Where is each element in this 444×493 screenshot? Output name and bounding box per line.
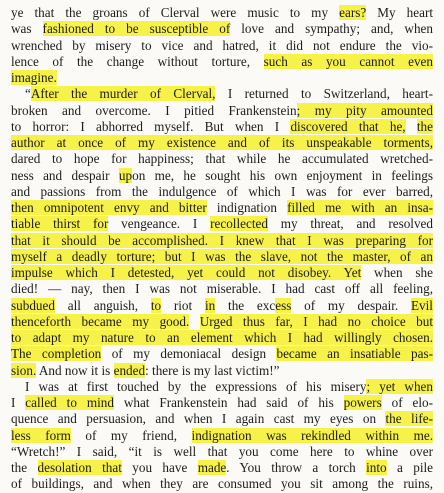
text-run: riot — [161, 297, 205, 313]
text-run: on me, he sought his own enjoyment in feelings — [132, 167, 433, 183]
highlighted-text: such as you cannot even — [263, 53, 433, 69]
highlighted-text: ended — [113, 362, 146, 378]
text-run: of my despair. — [291, 297, 411, 313]
text-run: ye that the groans of Clerval were music to my — [11, 5, 340, 20]
highlighted-text: called to mind — [25, 395, 114, 410]
highlighted-text: tiable thirst for — [11, 216, 109, 232]
text-run: ness and despair — [11, 167, 119, 183]
highlighted-text: up — [118, 167, 133, 183]
highlighted-text: in — [204, 297, 216, 313]
highlighted-text: recollected — [210, 216, 268, 232]
highlighted-text: ; yet when — [366, 378, 433, 394]
text-run: what Frankenstein had said of his — [113, 395, 344, 410]
text-run: wrenched by misery to vice and hatred, it did not endure the vio- — [11, 37, 433, 53]
highlighted-text: that it should be accomplished. I knew that I was preparing for — [11, 232, 433, 248]
text-run: you have — [121, 460, 198, 475]
text-run: was — [11, 21, 43, 37]
highlighted-text: ess — [275, 297, 292, 313]
text-run: I — [11, 395, 26, 410]
text-run: lence of the change without torture, — [11, 53, 264, 69]
highlighted-text: to — [150, 297, 162, 313]
text-run: quence and persuasion, and when I again cast my eyes on — [11, 411, 386, 427]
text-run: indignation — [206, 200, 288, 215]
text-run: all anguish, — [54, 297, 151, 313]
text-run: And now it is — [36, 362, 114, 378]
text-run: and passions from the indulgence of which I was for ever barred, — [11, 183, 433, 199]
text-run — [406, 119, 417, 134]
text-run: broken and overcome. I pitied Frankenstein — [11, 102, 297, 118]
highlighted-text: myself a deadly torture; but I was the slave, not the master, of an — [11, 248, 433, 264]
text-run: of my friend, — [70, 427, 192, 443]
highlighted-text: powers — [343, 395, 382, 410]
highlighted-text: subdued — [11, 297, 55, 313]
highlighted-text: After the murder of Clerval, — [30, 86, 216, 102]
highlighted-text: The completion — [11, 346, 102, 362]
text-run: of elo- — [381, 395, 433, 410]
text-run: when she — [361, 265, 433, 280]
text-run: a pile — [386, 460, 433, 475]
highlighted-text: imagine. — [11, 70, 57, 85]
text-line — [11, 474, 433, 493]
text-run: I returned to Switzerland, heart- — [215, 86, 433, 102]
text-run: love and sympathy; and, when — [230, 21, 433, 37]
highlighted-text: became an insatiable pas- — [276, 346, 433, 362]
text-run: . You throw a torch — [226, 460, 367, 475]
highlighted-text: author at once of my existence and of its unspeakable torments, — [11, 135, 433, 150]
text-run: “Wretch!” I said, “it is well that you come here to whine over — [11, 443, 433, 459]
highlighted-text: thenceforth became my good. — [11, 313, 190, 329]
text-run: My heart — [366, 5, 433, 20]
text-run — [189, 314, 199, 329]
text-run: the exc — [215, 297, 276, 313]
highlighted-text: the life- — [385, 411, 433, 427]
highlighted-text: then omnipotent envy and bitter — [11, 200, 207, 215]
text-run: I was at first touched by the expressions of his misery — [25, 378, 367, 394]
highlighted-text: into — [366, 460, 387, 475]
text-run: “ — [25, 86, 31, 102]
highlighted-text: indignation was rekindled within me. — [191, 427, 433, 443]
text-run: vengeance. I — [108, 216, 211, 232]
highlighted-text: Urged thus far, I had no choice but — [199, 313, 433, 329]
highlighted-text: sion. — [11, 362, 37, 378]
highlighted-text: less form — [11, 427, 71, 443]
highlighted-text: discovered that he, — [290, 118, 406, 134]
text-run: dared to hope for happiness; that while he accumulated wretched- — [11, 151, 433, 167]
highlighted-text: Evil — [410, 297, 433, 313]
highlighted-text: made — [197, 460, 227, 475]
text-run: died! — nay, then I was not miserable. I had cast off all feeling, — [11, 281, 433, 297]
highlighted-text: filled me with an insa- — [287, 200, 433, 215]
highlighted-text: to adapt my nature to an element which I had willingly chosen. — [11, 330, 433, 345]
highlighted-text: impulse which I detested, yet could not disobey. Yet — [11, 265, 362, 280]
highlighted-text: desolation that — [37, 460, 122, 475]
text-run: of my demoniacal design — [101, 346, 277, 362]
highlighted-text: fashioned to be susceptible of — [42, 21, 231, 37]
text-run: my threat, and resolved — [267, 216, 433, 232]
text-run: : there is my last victim!” — [145, 362, 280, 378]
highlighted-text: ; my pity amounted — [296, 102, 433, 118]
highlighted-text: the — [416, 118, 433, 134]
highlighted-text: ears? — [339, 5, 367, 20]
text-run: to horror: I abhorred myself. But when I — [11, 118, 291, 134]
text-run: of buildings, and when they are consumed you sit among the ruins, — [11, 476, 433, 492]
text-run: the — [11, 460, 38, 475]
